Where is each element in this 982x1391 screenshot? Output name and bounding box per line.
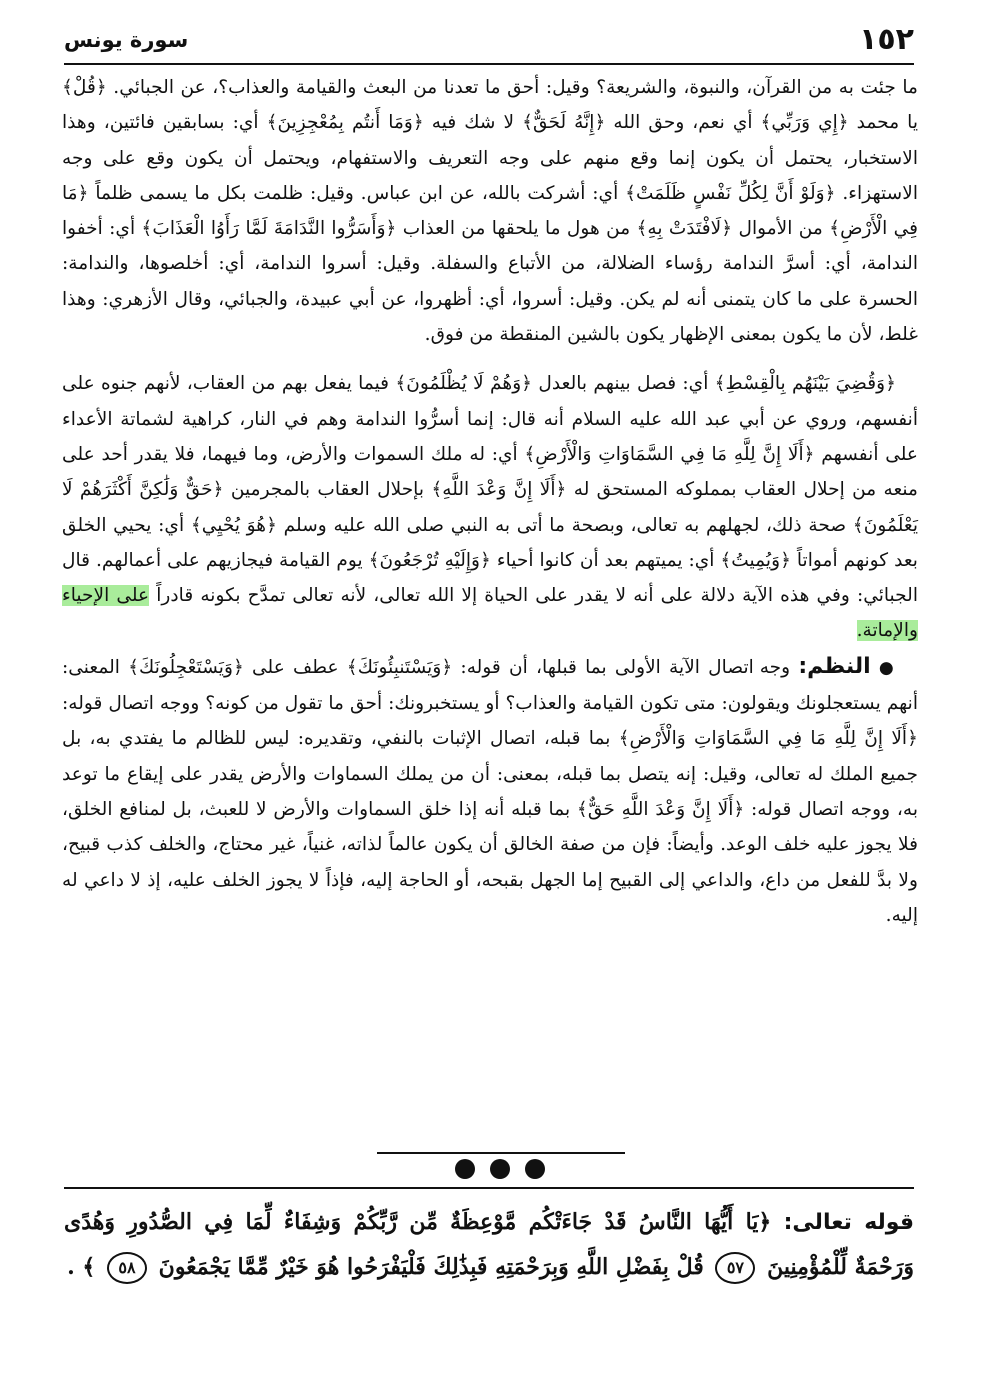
paragraph-nazm: [62, 649, 918, 933]
paragraph-meaning: [62, 366, 918, 648]
nazm-heading: النظم:: [798, 653, 871, 679]
page-number: ١٥٢: [859, 22, 914, 57]
verse-text-57: ﴿يَا أَيُّهَا النَّاسُ قَدْ جَاءَتْكُم مَّوْعِظَةٌ مِّن رَّبِّكُمْ وَشِفَاءٌ لِّمَا فِي الصُّدُورِ وَهُدًى وَرَحْمَةٌ لِّلْمُؤْمِنِينَ: [64, 1209, 914, 1280]
dot-icon: [525, 1159, 545, 1179]
bullet-icon: ●: [878, 657, 896, 678]
page-header: [64, 22, 914, 62]
surah-title: سورة يونس: [64, 28, 189, 52]
verse-divider: [64, 1187, 914, 1189]
highlighted-text: على الإحياء والإماتة.: [62, 585, 918, 642]
nazm-text: وجه اتصال الآية الأولى بما قبلها، أن قوله: ﴿وَيَسْتَنبِئُونَكَ﴾ عطف على ﴿وَيَسْتَعْجِلُونَكَ﴾ المعنى: أنهم يستعجلونك ويقولون: متى تكون القيامة والعذاب؟ أو يستخبرونك: أحق ما تقول من كونه؟ ووجه اتصال قوله: ﴿أَلَا إِنَّ لِلَّهِ مَا فِي السَّمَاوَاتِ وَالْأَرْضِ﴾ بما قبله، اتصال الإثبات بالنفي، وتقديره: ليس للظالم ما يفتدي به، بل جميع الملك له تعالى، وقيل: إنه يتصل بما قبله، بمعنى: أن من يملك السماوات والأرض يقدر على إيقاع ما توعد به، ووجه اتصال قوله: ﴿أَلَا إِنَّ وَعْدَ اللَّهِ حَقٌّ﴾ بما قبله أنه إذا خلق السماوات والأرض لا للعبث، بل لمنافع الخلق، فلا يجوز عليه خلف الوعد. وأيضاً: فإن من صفة الخالق أن يكون عالماً لذاته، غنياً، غير محتاج، والخلف كذب قبيح، ولا بدَّ للفعل من داع، والداعي إلى القبيح إما الجهل بقبحه، أو الحاجة إليه، فإذاً لا يجوز الخلف عليه، إذ لا داعي له إليه.: [62, 656, 918, 926]
verse-label: قوله تعالى:: [783, 1210, 914, 1235]
paragraph-lexicon: ما جئت به من القرآن، والنبوة، والشريعة؟ وقيل: أحق ما تعدنا من البعث والقيامة والعذاب؟، عن الجبائي. ﴿قُلْ﴾ يا محمد ﴿إِي وَرَبِّي﴾ أي نعم، وحق الله ﴿إِنَّهُ لَحَقٌّ﴾ لا شك فيه ﴿وَمَا أَنتُم بِمُعْجِزِينَ﴾ أي: بسابقين فائتين، وهذا الاستخبار، يحتمل أن يكون إنما وقع منهم على وجه التعريف والاستفهام، ويحتمل أن يكون وقع على وجه الاستهزاء. ﴿وَلَوْ أَنَّ لِكُلِّ نَفْسٍ ظَلَمَتْ﴾ أي: أشركت بالله، عن ابن عباس. وقيل: ظلمت بكل ما يسمى ظلماً ﴿مَا فِي الْأَرْضِ﴾ من الأموال ﴿لَافْتَدَتْ بِهِ﴾ من هول ما يلحقها من العذاب ﴿وَأَسَرُّوا النَّدَامَةَ لَمَّا رَأَوُا الْعَذَابَ﴾ أي: أخفوا الندامة، أي: أسرَّ الندامة رؤساء الضلالة، من الأتباع والسفلة. وقيل: أسروا الندامة، أي: أخلصوها، والندامة: الحسرة على ما كان يتمنى أنه لم يكن. وقيل: أسروا، أي: أظهروا، عن أبي عبيدة، والجبائي، وقال الأزهري: وهذا غلط، لأن ما يكون بمعنى الإظهار يكون بالشين المنقطة من فوق.: [62, 77, 918, 346]
dot-icon: [490, 1159, 510, 1179]
dot-icon: [455, 1159, 475, 1179]
section-end-divider: [377, 1152, 625, 1154]
section-separator-dots: [455, 1158, 545, 1180]
ayah-number-57: ٥٧: [715, 1252, 755, 1284]
verse-text-58: قُلْ بِفَضْلِ اللَّهِ وَبِرَحْمَتِهِ فَبِذَٰلِكَ فَلْيَفْرَحُوا هُوَ خَيْرٌ مِّمَّا يَجْمَعُونَ: [158, 1254, 704, 1280]
header-divider: [64, 63, 914, 65]
ayah-number-58: ٥٨: [107, 1252, 147, 1284]
paragraph-meaning-text: ﴿وَقُضِيَ بَيْنَهُم بِالْقِسْطِ﴾ أي: فصل بينهم بالعدل ﴿وَهُمْ لَا يُظْلَمُونَ﴾ فيما يفعل بهم من العقاب، لأنهم جنوه على أنفسهم، وروي عن أبي عبد الله عليه السلام أنه قال: إنما أسرُّوا الندامة وهم في النار، كراهية لشماتة الأعداء على أنفسهم ﴿أَلَا إِنَّ لِلَّهِ مَا فِي السَّمَاوَاتِ وَالْأَرْضِ﴾ أي: له ملك السموات والأرض، وما فيهما، فلا يقدر أحد على منعه من إحلال العقاب بمملوكه المستحق له ﴿أَلَا إِنَّ وَعْدَ اللَّهِ﴾ بإحلال العقاب بالمجرمين ﴿حَقٌّ وَلَٰكِنَّ أَكْثَرَهُمْ لَا يَعْلَمُونَ﴾ صحة ذلك، لجهلهم به تعالى، وبصحة ما أتى به النبي صلى الله عليه وسلم ﴿هُوَ يُحْيِي﴾ أي: يحيي الخلق بعد كونهم أمواتاً ﴿وَيُمِيتُ﴾ أي: يميتهم بعد أن كانوا أحياء ﴿وَإِلَيْهِ تُرْجَعُونَ﴾ يوم القيامة فيجازيهم على أعمالهم. قال الجبائي: وفي هذه الآية دلالة على أنه لا يقدر على الحياة إلا الله تعالى، لأنه تعالى تمدَّح بكونه قادراً: [62, 373, 919, 607]
quran-verse-block: [64, 1200, 914, 1290]
verse-closing: ﴾ .: [67, 1254, 96, 1280]
commentary-text: [62, 70, 918, 933]
